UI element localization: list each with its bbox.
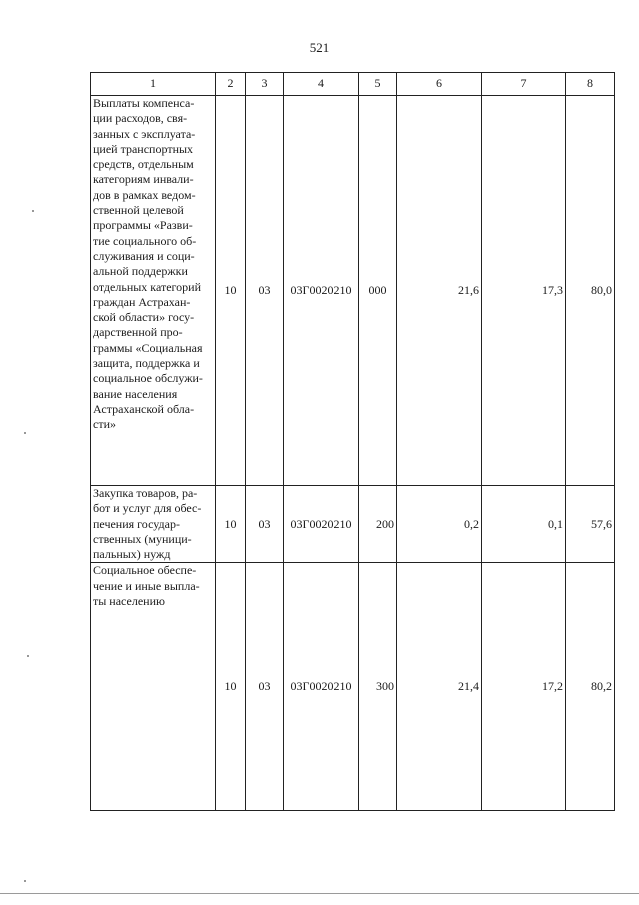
scan-speck — [24, 880, 26, 882]
cell-subsection: 03 — [246, 563, 284, 811]
scan-speck — [24, 432, 26, 434]
header-row — [91, 73, 615, 96]
cell-subsection: 03 — [246, 96, 284, 486]
cell-percent: 57,6 — [566, 486, 615, 563]
page-bottom-rule — [0, 893, 639, 894]
cell-target-article: 03Г0020210 — [284, 96, 359, 486]
cell-expense-type: 200 — [359, 486, 397, 563]
cell-amount-planned: 21,6 — [397, 96, 482, 486]
cell-expense-type: 300 — [359, 563, 397, 811]
cell-amount-executed: 17,3 — [482, 96, 566, 486]
row-description: Закупка товаров, ра- бот и услуг для обес- печения государ- ственных (муници- пальных) нужд — [91, 486, 216, 563]
column-header-2: 2 — [216, 73, 246, 96]
column-header-4: 4 — [284, 73, 359, 96]
cell-target-article: 03Г0020210 — [284, 563, 359, 811]
scan-speck — [32, 210, 34, 212]
cell-section: 10 — [216, 96, 246, 486]
budget-table — [90, 72, 615, 811]
cell-section: 10 — [216, 486, 246, 563]
cell-target-article: 03Г0020210 — [284, 486, 359, 563]
row-description: Социальное обеспе- чение и иные выпла- ты населению — [91, 563, 216, 811]
scan-speck — [27, 655, 29, 657]
cell-subsection: 03 — [246, 486, 284, 563]
cell-percent: 80,2 — [566, 563, 615, 811]
cell-section: 10 — [216, 563, 246, 811]
page-number: 521 — [309, 40, 330, 55]
column-header-8: 8 — [566, 73, 615, 96]
cell-amount-planned: 21,4 — [397, 563, 482, 811]
column-header-5: 5 — [359, 73, 397, 96]
table-row — [91, 563, 615, 811]
table-row — [91, 486, 615, 563]
column-header-1: 1 — [91, 73, 216, 96]
table-row — [91, 96, 615, 486]
column-header-6: 6 — [397, 73, 482, 96]
cell-amount-executed: 17,2 — [482, 563, 566, 811]
column-header-3: 3 — [246, 73, 284, 96]
cell-expense-type: 000 — [359, 96, 397, 486]
cell-amount-executed: 0,1 — [482, 486, 566, 563]
column-header-7: 7 — [482, 73, 566, 96]
cell-amount-planned: 0,2 — [397, 486, 482, 563]
row-description: Выплаты компенса- ции расходов, свя- занных с эксплуата- цией транспортных средств, отдельным категориям инвали- дов в рамках ведом- ственной целевой программы «Разви- тие социального об- служивания и соци- альной поддержки отдельных категорий граждан Астрахан- ской области» госу- дарственной про- граммы «Социальная защита, поддержка и социальное обслужи- вание населения Астраханской обла- сти» — [91, 96, 216, 486]
cell-percent: 80,0 — [566, 96, 615, 486]
